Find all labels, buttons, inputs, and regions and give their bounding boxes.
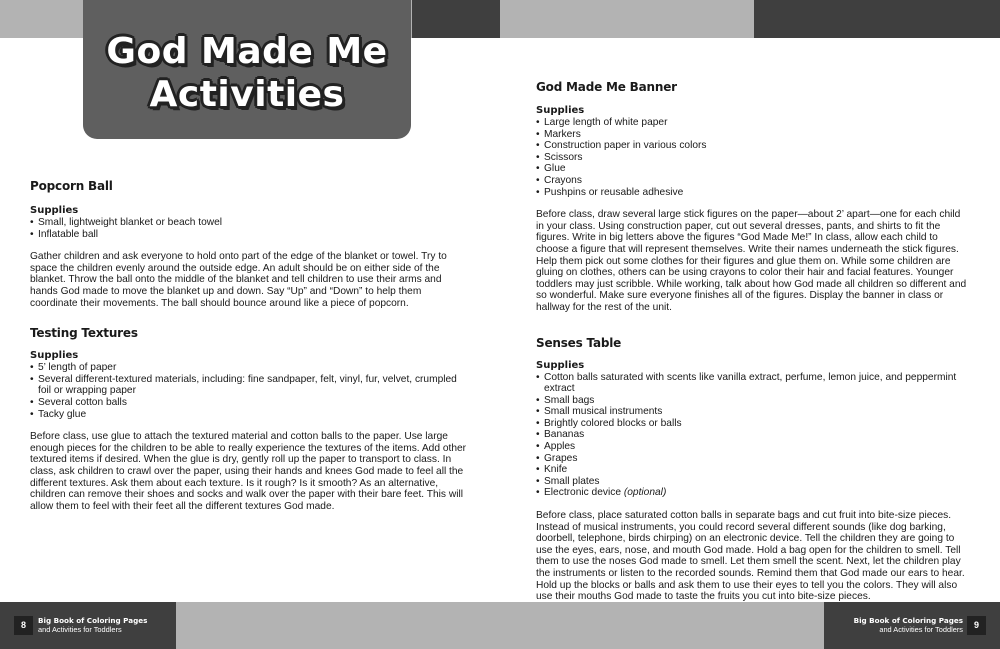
page-title-line-1: God Made Me bbox=[106, 31, 388, 72]
list-item bbox=[536, 487, 970, 499]
left-column bbox=[30, 179, 468, 512]
page-number-right: 9 bbox=[967, 616, 986, 635]
list-item: • Knife bbox=[536, 464, 970, 476]
optional-note: (optional) bbox=[623, 487, 667, 499]
list-item: • 5’ length of paper bbox=[30, 362, 468, 374]
list-item: • Large length of white paper bbox=[536, 117, 970, 129]
senses-supplies-label: Supplies bbox=[536, 359, 585, 371]
electronic-device-item: Electronic device bbox=[544, 487, 622, 499]
list-item: • Small, lightweight blanket or beach towel bbox=[30, 217, 468, 229]
title-box bbox=[83, 0, 411, 139]
banner-instructions: Before class, draw several large stick figures on the paper—about 2’ apart—one for each child in your class. Using construction paper, cut out several dresses, pants, and shirts to fit the figures. Write in big letters above the figures “God Made Me!” In class, allow each child to choose a figure that will represent themselves. Write their names underneath the stick figures. Help them pick out some clothes for their figures and glue them on. While some children are gluing on clothes, others can be using crayons to color their hair and facial features. Younger toddlers may just scribble. While working, talk about how God made all children so different and so wonderful. Make sure everyone finishes all of the figures. Display the banner in class or hallway for the rest of the unit. bbox=[536, 209, 967, 313]
list-item: • Inflatable ball bbox=[30, 229, 468, 241]
footer-book-title-left bbox=[38, 616, 147, 634]
list-item: • Pushpins or reusable adhesive bbox=[536, 187, 970, 199]
popcorn-supplies-label: Supplies bbox=[30, 205, 79, 216]
footer-book-title-right bbox=[854, 616, 963, 634]
list-item: • Brightly colored blocks or balls bbox=[536, 418, 970, 430]
top-band-dark bbox=[412, 0, 500, 38]
senses-table-heading: Senses Table bbox=[536, 335, 622, 350]
list-item: • Cotton balls saturated with scents like vanilla extract, perfume, lemon juice, and peppermint extract bbox=[536, 372, 970, 395]
page-title-line-2: Activities bbox=[149, 74, 345, 115]
list-item: • Bananas bbox=[536, 429, 970, 441]
book-title-line-1: Big Book of Coloring Pages bbox=[38, 616, 148, 625]
list-item: • Small bags bbox=[536, 395, 970, 407]
list-item: • Several cotton balls bbox=[30, 397, 468, 409]
textures-supplies-label: Supplies bbox=[30, 350, 79, 362]
right-column bbox=[536, 80, 970, 603]
senses-table-instructions: Before class, place saturated cotton balls in separate bags and cut fruit into bite-size pieces. Instead of musical instruments, you could record several different sounds (like dog barking, doorbell, telephone, birds chirping) on an electronic device. Tell the children they are going to use the eyes, ears, nose, and mouth God made. Hold a bag open for the children to smell. Tell them to use the noses God made to smell. Let them smell the scent. Next, let the children play the instruments or listen to the recorded sounds. Remind them that God made our ears to hear. Hold up the blocks or balls and ask them to use their eyes to tell you the colors. They will also use their mouths God made to taste the fruits you cut into bite-size pieces. bbox=[536, 510, 965, 603]
list-item: • Markers bbox=[536, 129, 970, 141]
page-number-left: 8 bbox=[14, 616, 33, 635]
list-item: • Apples bbox=[536, 441, 970, 453]
list-item: • Construction paper in various colors bbox=[536, 140, 970, 152]
banner-section bbox=[536, 80, 970, 314]
senses-supplies-list bbox=[536, 372, 970, 500]
banner-supplies-label: Supplies bbox=[536, 105, 585, 116]
banner-supplies-list bbox=[536, 117, 970, 198]
testing-textures-instructions: Before class, use glue to attach the textured material and cotton balls to the paper. Use large enough pieces for the children to be able to really experience the textures of the items. Add other textured items if desired. When the glue is dry, gently roll up the paper to transport to class. In class, ask children to crawl over the paper, using their hands and knees God made to feel all the different textures. Ask them about each texture. Is it rough? Is it smooth? As an alternative, children can remove their shoes and socks and walk over the paper with their bare feet. This will allow them to feel with their feet all the different textures God made. bbox=[30, 431, 467, 512]
popcorn-ball-heading: Popcorn Ball bbox=[30, 179, 113, 193]
list-item: • Tacky glue bbox=[30, 409, 468, 421]
popcorn-ball-instructions: Gather children and ask everyone to hold onto part of the edge of the blanket or towel. Try to space the children evenly around the outside edge. An adult should be on either side of the blanket. Throw the ball onto the middle of the blanket and tell children to use their arms and hands God made to move the blanket up and down. Say “Up” and “Down” to help them coordinate their movements. The ball should bounce around like a piece of popcorn. bbox=[30, 251, 447, 309]
list-item: • Scissors bbox=[536, 152, 970, 164]
top-band-right bbox=[500, 0, 754, 38]
top-band-right-dark bbox=[754, 0, 1000, 38]
testing-textures-heading: Testing Textures bbox=[30, 326, 138, 341]
book-title-line-1: Big Book of Coloring Pages bbox=[853, 616, 963, 625]
list-item: • Several different-textured materials, including: fine sandpaper, felt, vinyl, fur, velvet, crumpled foil or wrapping paper bbox=[30, 374, 468, 397]
popcorn-supplies-list bbox=[30, 217, 468, 240]
textures-supplies-list bbox=[30, 362, 468, 420]
book-title-line-2: and Activities for Toddlers bbox=[38, 625, 122, 634]
list-item: • Glue bbox=[536, 163, 970, 175]
banner-heading: God Made Me Banner bbox=[536, 80, 677, 94]
book-title-line-2: and Activities for Toddlers bbox=[879, 625, 963, 634]
senses-table-section bbox=[536, 336, 970, 603]
list-item: • Small plates bbox=[536, 476, 970, 488]
popcorn-ball-section bbox=[30, 179, 468, 309]
footer-middle bbox=[176, 602, 824, 649]
list-item: • Small musical instruments bbox=[536, 406, 970, 418]
testing-textures-section bbox=[30, 326, 468, 512]
list-item: • Crayons bbox=[536, 175, 970, 187]
list-item: • Grapes bbox=[536, 453, 970, 465]
